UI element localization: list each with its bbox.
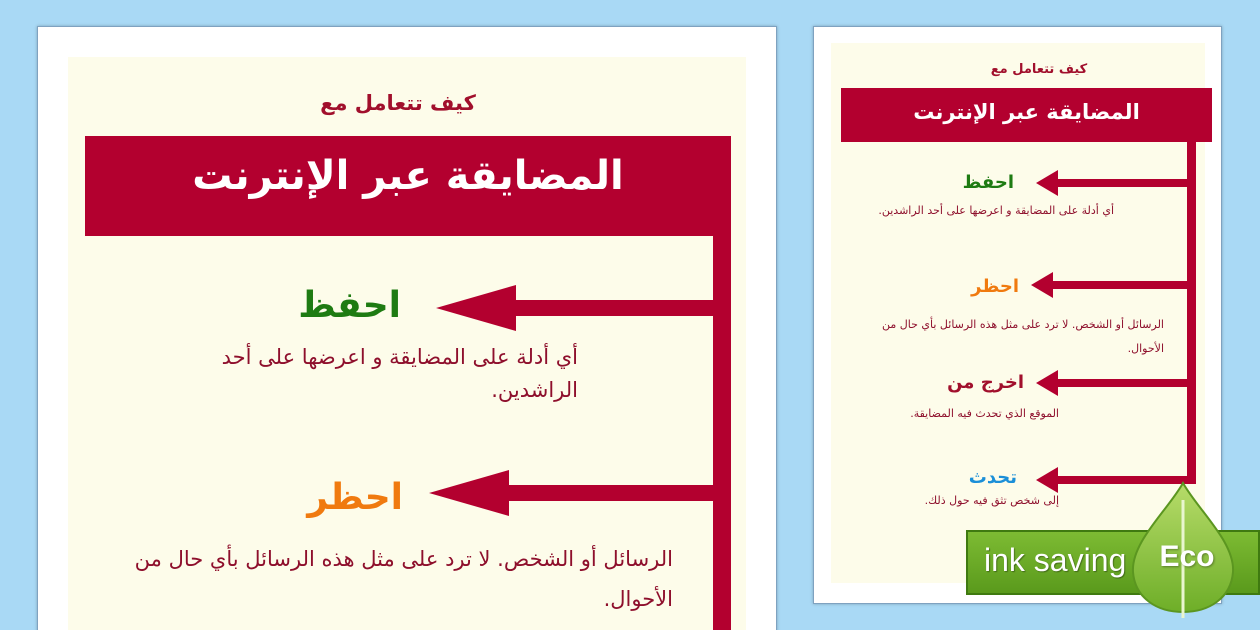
arrow-shaft-block [1050, 281, 1189, 289]
arrow-shaft-save [1054, 179, 1189, 187]
vertical-connector-line [713, 236, 731, 630]
vertical-connector-line [1187, 142, 1196, 484]
ink-saving-label: ink saving [984, 542, 1127, 578]
heading-save: احفظ [298, 285, 401, 326]
heading-block: احظر [307, 477, 403, 518]
arrow-left-icon [1036, 170, 1058, 196]
arrow-left-icon [1036, 467, 1058, 493]
arrow-shaft-leave [1054, 379, 1189, 387]
text-block: الرسائل أو الشخص. لا ترد على مثل هذه الرسائل بأي حال من الأحوال. [134, 547, 673, 611]
arrow-shaft-block [503, 485, 718, 501]
heading-block: احظر [971, 276, 1019, 297]
text-block: الرسائل أو الشخص. لا ترد على مثل هذه الرسائل بأي حال من الأحوال. [882, 318, 1164, 355]
heading-leave: اخرج من [947, 372, 1024, 393]
arrow-shaft-save [508, 300, 718, 316]
heading-save: احفظ [962, 172, 1014, 193]
arrow-left-icon [429, 470, 509, 516]
text-talk: إلى شخص تثق فيه حول ذلك. [924, 494, 1059, 507]
text-save: أي أدلة على المضايقة و اعرضها على أحد الراشدين. [221, 345, 578, 402]
text-leave: الموقع الذي تحدث فيه المضايقة. [910, 407, 1059, 420]
arrow-left-icon [1031, 272, 1053, 298]
text-save: أي أدلة على المضايقة و اعرضها على أحد الراشدين. [878, 204, 1114, 217]
eco-label: Eco [1159, 540, 1215, 573]
poster-subtitle: كيف تتعامل مع [320, 91, 476, 115]
poster-subtitle: كيف تتعامل مع [990, 62, 1088, 77]
poster-title: المضايقة عبر الإنترنت [913, 100, 1140, 124]
arrow-left-icon [1036, 370, 1058, 396]
poster-title: المضايقة عبر الإنترنت [192, 153, 624, 199]
poster-preview-large [37, 26, 777, 630]
arrow-left-icon [436, 285, 516, 331]
heading-talk: تحدث [968, 467, 1017, 488]
